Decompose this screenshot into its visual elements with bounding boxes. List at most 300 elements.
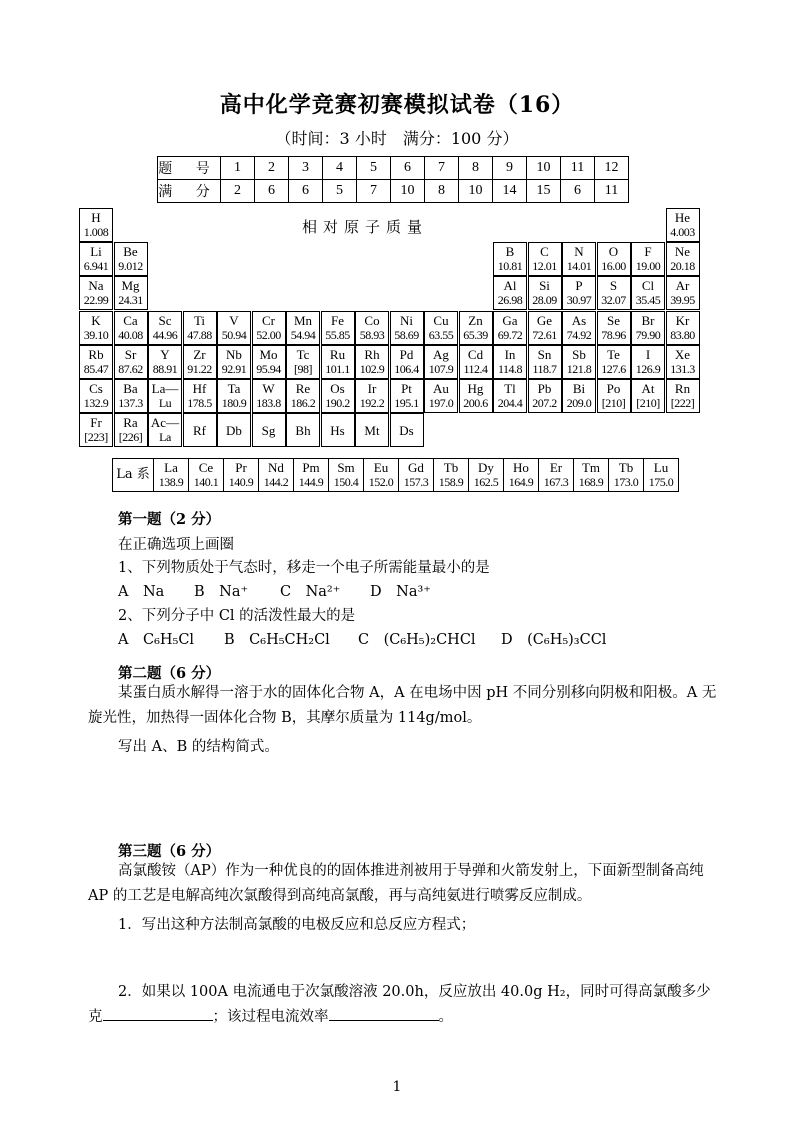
element-mass: 144.9 [298,475,324,489]
element-symbol: At [641,381,655,396]
element-mass: 112.4 [463,362,488,376]
element-symbol: Se [607,313,620,328]
element-symbol: Hf [192,381,207,396]
element-cell [528,345,562,379]
element-cell [459,311,493,345]
element-mass: 150.4 [333,475,359,489]
element-symbol: Rb [88,347,104,362]
element-symbol: Tc [296,347,310,362]
element-mass: 121.8 [566,362,592,376]
q1-item2-option-a: A C₆H₅Cl [118,632,195,648]
element-mass: 54.94 [290,328,316,342]
element-symbol: Zn [468,313,483,328]
lanthanide-cell [608,458,644,492]
element-cell [79,242,113,276]
element-symbol: Mo [259,347,278,362]
element-cell [424,379,458,413]
element-symbol: Ra [123,415,138,430]
table-cell: 11 [561,157,595,180]
lanthanide-cell [223,458,259,492]
table-cell: 12 [595,157,629,180]
element-symbol: Tb [618,460,634,475]
element-symbol: Bi [572,381,586,396]
element-mass: 118.7 [532,362,557,376]
element-cell [79,345,113,379]
element-symbol: Nd [268,460,284,475]
element-mass: 186.2 [290,396,316,410]
element-cell [79,379,113,413]
element-mass: 69.72 [497,328,523,342]
element-cell [390,413,424,447]
element-mass: 63.55 [428,328,454,342]
table-cell: 10 [391,180,425,203]
element-mass: 138.9 [158,475,184,489]
element-mass: 9.012 [118,259,143,273]
element-symbol: Pt [401,381,412,396]
element-mass: 168.9 [578,475,604,489]
element-mass: 173.0 [613,475,639,489]
table-cell: 15 [527,180,561,203]
element-mass: 158.9 [438,475,464,489]
element-symbol: Tl [504,381,516,396]
element-mass: La [159,430,171,444]
table-cell: 7 [357,180,391,203]
element-mass: 72.61 [532,328,557,342]
element-symbol: Sg [261,423,276,438]
element-symbol: Ds [399,423,414,438]
lanthanide-cell [433,458,469,492]
element-symbol: Co [364,313,380,328]
lanthanide-cell [538,458,574,492]
element-cell [666,276,700,310]
element-mass: 164.9 [508,475,534,489]
element-mass: 195.1 [394,396,419,410]
element-mass: [222] [670,396,695,410]
q3-item2-text2: ；该过程电流效率 [212,1009,329,1025]
element-mass: 140.9 [228,475,254,489]
table-cell: 6 [561,180,595,203]
element-mass: 4.003 [670,225,695,239]
element-mass: 26.98 [497,293,523,307]
element-symbol: Mn [293,313,313,328]
element-symbol: La [164,460,178,475]
element-cell [390,379,424,413]
element-mass: 167.3 [543,475,569,489]
element-symbol: He [674,210,691,225]
q1-item2-option-d: D (C₆H₅)₃CCl [501,632,607,648]
element-cell [355,379,389,413]
q1-item2: 2、下列分子中 Cl 的活泼性最大的是 [118,608,356,624]
element-cell [321,311,355,345]
element-symbol: Al [503,278,517,293]
element-cell [597,242,631,276]
q1-item1-option-a: A Na [118,584,165,600]
element-symbol: Ti [193,313,206,328]
element-cell [321,345,355,379]
element-mass: 39.95 [670,293,695,307]
element-mass: 79.90 [635,328,661,342]
q1-item1-option-d: D Na³⁺ [370,584,431,600]
element-symbol: Gd [408,460,424,475]
table-cell: 8 [459,157,493,180]
question-number-row [158,157,629,180]
element-cell [148,379,182,413]
lanthanide-cell [643,458,679,492]
element-cell [114,345,148,379]
element-mass: [223] [84,430,108,444]
element-mass: 162.5 [473,475,499,489]
element-mass: 35.45 [635,293,661,307]
table-cell: 6 [255,180,289,203]
element-cell [217,345,251,379]
element-symbol: V [229,313,239,328]
element-cell [666,311,700,345]
element-cell [390,311,424,345]
element-symbol: Na [88,278,104,293]
element-symbol: Ni [400,313,413,328]
element-symbol: Fr [90,415,102,430]
q2-ask: 写出 A、B 的结构简式。 [118,739,279,755]
element-mass: 183.8 [256,396,281,410]
table-cell: 1 [221,157,255,180]
element-cell [252,311,286,345]
element-cell [217,311,251,345]
element-symbol: C [540,244,549,259]
q3-item2 [88,980,718,1030]
q3-text: 高氯酸铵（AP）作为一种优良的的固体推进剂被用于导弹和火箭发射上，下面新型制备高纯 AP 的工艺是电解高纯次氯酸得到高纯高氯酸，再与高纯氨进行喷雾反应制成。 [88,863,704,904]
element-symbol: Sm [337,460,355,475]
element-cell [562,379,596,413]
element-cell [183,379,217,413]
lanthanide-cell [363,458,399,492]
element-cell [597,379,631,413]
element-mass: 65.39 [463,328,488,342]
element-cell [286,311,320,345]
table-cell: 4 [323,157,357,180]
lanthanide-cell [188,458,224,492]
element-symbol: As [571,313,587,328]
element-symbol: H [91,210,101,225]
element-cell [114,311,148,345]
element-cell [286,413,320,447]
element-mass: 58.69 [394,328,419,342]
element-symbol: Fe [331,313,344,328]
element-cell [148,345,182,379]
element-symbol: Ba [123,381,138,396]
element-mass: 192.2 [359,396,385,410]
element-cell [631,311,665,345]
element-mass: [226] [118,430,143,444]
element-symbol: P [575,278,583,293]
table-cell: 11 [595,180,629,203]
element-mass: 102.9 [359,362,385,376]
table-cell: 8 [425,180,459,203]
element-mass: 106.4 [394,362,419,376]
element-mass: 209.0 [566,396,592,410]
element-symbol: Tm [581,460,601,475]
exam-subtitle: （时间：3 小时 满分：100 分） [275,129,519,148]
element-mass: 131.3 [670,362,695,376]
element-mass: [210] [601,396,626,410]
element-symbol: Cr [262,313,275,328]
element-symbol: Te [607,347,620,362]
element-mass: Lu [158,396,172,410]
element-symbol: Nb [226,347,242,362]
element-mass: 132.9 [83,396,109,410]
element-symbol: Mt [364,423,380,438]
element-symbol: Au [433,381,449,396]
element-cell [252,379,286,413]
element-mass: 1.008 [83,225,109,239]
q3-heading: 第三题（6 分） [118,843,221,860]
element-cell [252,413,286,447]
element-symbol: Ho [513,460,529,475]
element-symbol: Po [606,381,621,396]
element-symbol: Hg [467,381,484,396]
element-cell [114,242,148,276]
element-mass: 190.2 [325,396,350,410]
element-symbol: Sc [158,313,172,328]
table-cell: 7 [425,157,459,180]
element-symbol: Rf [193,423,206,438]
element-mass: 47.88 [187,328,212,342]
element-cell [183,345,217,379]
q1-item1: 1、下列物质处于气态时，移走一个电子所需能量最小的是 [118,560,490,576]
element-symbol: Mg [121,278,140,293]
element-mass: [210] [636,396,660,410]
element-symbol: F [644,244,652,259]
page-number: 1 [392,1079,402,1095]
element-cell [79,208,113,242]
element-cell [79,413,113,447]
element-cell [114,413,148,447]
element-mass: 19.00 [635,259,661,273]
element-mass: 95.94 [256,362,281,376]
element-cell [562,242,596,276]
element-symbol: Y [160,347,170,362]
element-mass: 127.6 [601,362,626,376]
element-mass: 74.92 [566,328,592,342]
element-symbol: Hs [330,423,345,438]
element-symbol: Db [226,423,242,438]
row-label: 题 号 [158,157,221,180]
element-mass: 10.81 [497,259,523,273]
element-symbol: Re [295,381,311,396]
element-symbol: Pr [235,460,247,475]
element-symbol: Bh [295,423,311,438]
element-symbol: Pm [302,460,320,475]
element-cell [459,345,493,379]
element-cell [631,379,665,413]
element-symbol: Ag [433,347,449,362]
q2-heading: 第二题（6 分） [118,665,221,682]
element-mass: 52.00 [256,328,281,342]
element-cell [79,311,113,345]
element-mass: 40.08 [118,328,143,342]
element-cell [217,413,251,447]
table-cell: 10 [459,180,493,203]
q1-instruction: 在正确选项上画圈 [118,537,234,553]
element-cell [631,345,665,379]
element-symbol: O [608,244,619,259]
table-cell: 6 [289,180,323,203]
element-cell [597,345,631,379]
element-mass: 6.941 [83,259,109,273]
element-mass: 178.5 [187,396,212,410]
element-symbol: Cu [433,313,449,328]
element-mass: 137.3 [118,396,143,410]
element-symbol: Tb [443,460,459,475]
element-symbol: Si [539,278,550,293]
element-symbol: Sn [537,347,552,362]
element-mass: 78.96 [601,328,626,342]
element-cell [562,276,596,310]
element-mass: 12.01 [532,259,557,273]
element-symbol: Cl [641,278,655,293]
element-cell [562,311,596,345]
element-cell [666,208,700,242]
element-mass: 140.1 [193,475,219,489]
element-symbol: Ir [367,381,377,396]
table-cell: 5 [323,180,357,203]
element-symbol: Cs [89,381,103,396]
element-mass: 87.62 [118,362,143,376]
element-mass: 207.2 [532,396,557,410]
element-cell [666,242,700,276]
element-symbol: Ne [674,244,691,259]
element-mass: 197.0 [428,396,454,410]
element-cell [148,311,182,345]
element-mass: 58.93 [359,328,385,342]
q2-text: 某蛋白质水解得一溶于水的固体化合物 A，A 在电场中因 pH 不同分别移向阴极和阳极。A 无旋光性，加热得一固体化合物 B，其摩尔质量为 114g/mol。 [88,685,717,726]
element-symbol: Pb [537,381,552,396]
q1-heading: 第一题（2 分） [118,511,221,528]
element-symbol: Ce [198,460,214,475]
element-symbol: Eu [373,460,389,475]
answer-blank-mass[interactable] [103,1005,213,1021]
page-title: 高中化学竞赛初赛模拟试卷（16） [219,92,575,118]
element-mass: 16.00 [601,259,626,273]
answer-blank-efficiency[interactable] [329,1005,439,1021]
element-cell [562,345,596,379]
lanthanide-cell [468,458,504,492]
element-symbol: Rn [674,381,691,396]
element-mass: 14.01 [566,259,592,273]
element-mass: 32.07 [601,293,626,307]
element-cell [597,276,631,310]
q1-item2-option-c: C (C₆H₅)₂CHCl [358,632,476,648]
element-symbol: Ca [123,313,138,328]
element-symbol: Pd [399,347,414,362]
element-mass: 157.3 [403,475,429,489]
lanthanide-cell [573,458,609,492]
lanthanide-cell [503,458,539,492]
element-cell [597,311,631,345]
q1-item1-option-c: C Na²⁺ [280,584,341,600]
element-cell [528,311,562,345]
element-symbol: I [645,347,651,362]
element-mass: 83.80 [670,328,695,342]
element-cell [631,242,665,276]
element-cell [493,242,527,276]
element-symbol: Br [641,313,655,328]
element-symbol: Ac— [150,415,180,430]
element-mass: 152.0 [368,475,394,489]
element-cell [355,311,389,345]
element-symbol: Sb [572,347,586,362]
element-mass: 91.22 [187,362,212,376]
element-cell [493,311,527,345]
element-cell [114,379,148,413]
element-mass: 24.31 [118,293,143,307]
lanthanide-cell [328,458,364,492]
element-cell [528,379,562,413]
element-mass: 204.4 [497,396,523,410]
q1-item2-option-b: B C₆H₅CH₂Cl [224,632,330,648]
element-cell [355,345,389,379]
element-cell [424,345,458,379]
element-cell [666,345,700,379]
element-cell [183,311,217,345]
element-cell [459,379,493,413]
element-cell [217,379,251,413]
element-symbol: Ru [329,347,346,362]
element-cell [321,413,355,447]
element-mass: 126.9 [635,362,661,376]
lanthanide-series-label: La 系 [112,458,154,492]
element-mass: 88.91 [152,362,178,376]
element-symbol: Zr [193,347,206,362]
table-cell: 14 [493,180,527,203]
element-symbol: N [574,244,584,259]
lanthanide-cell [258,458,294,492]
table-cell: 10 [527,157,561,180]
element-cell [252,345,286,379]
element-mass: 200.6 [463,396,488,410]
max-score-row [158,180,629,203]
element-mass: 114.8 [497,362,523,376]
row-label: 满 分 [158,180,221,203]
element-symbol: K [91,313,101,328]
lanthanide-cell [153,458,189,492]
element-mass: 144.2 [263,475,289,489]
element-symbol: Sr [124,347,137,362]
element-symbol: Xe [674,347,691,362]
element-cell [493,345,527,379]
element-symbol: Kr [675,313,690,328]
lanthanide-cell [293,458,329,492]
element-mass: [98] [294,362,312,376]
q3-item2-end: 。 [438,1009,453,1025]
element-symbol: W [262,381,275,396]
element-cell [183,413,217,447]
q1-item1-option-b: B Na⁺ [194,584,249,600]
element-mass: 50.94 [221,328,247,342]
lanthanide-cell [398,458,434,492]
table-cell: 3 [289,157,323,180]
element-cell [148,413,182,447]
element-cell [355,413,389,447]
element-mass: 175.0 [648,475,674,489]
element-symbol: In [504,347,516,362]
element-symbol: Er [549,460,563,475]
table-cell: 2 [255,157,289,180]
element-symbol: Rh [364,347,380,362]
element-symbol: Os [330,381,345,396]
element-symbol: Be [123,244,138,259]
table-cell: 6 [391,157,425,180]
element-symbol: B [505,244,515,259]
